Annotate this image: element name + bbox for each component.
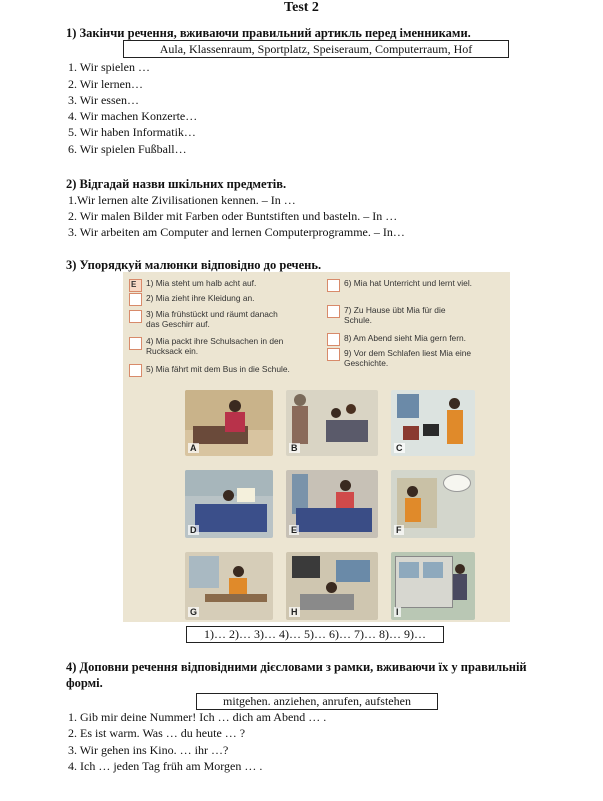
task3-sentence-7: 7) Zu Hause übt Mia für die Schule. [344,305,446,325]
picture-e [286,470,378,538]
checkbox-9 [327,348,340,361]
checkbox-7 [327,305,340,318]
picture-i [391,552,475,620]
task1-item-6: 6. Wir spielen Fußball… [68,142,187,156]
task3-sentence-5: 5) Mia fährt mit dem Bus in die Schule. [146,364,290,374]
picture-d [185,470,273,538]
picture-g [185,552,273,620]
picture-b [286,390,378,456]
task3-sentence-6: 6) Mia hat Unterricht und lernt viel. [344,278,473,288]
picture-d-label: D [190,525,197,535]
task1-item-1: 1. Wir spielen … [68,60,150,74]
task3-sentence-1: 1) Mia steht um halb acht auf. [146,278,257,288]
task3-sentence-9: 9) Vor dem Schlafen liest Mia eine Geschichte. [344,348,472,368]
checkbox-4 [129,337,142,350]
checkbox-1-answer: E [131,280,137,289]
picture-a [185,390,273,456]
task2-item-3: 3. Wir arbeiten am Computer and lernen Computerprogramme. – In… [68,225,405,239]
task2-heading: 2) Відгадай назви шкільних предметів. [66,177,287,191]
task1-heading: 1) Закінчи речення, вживаючи правильний артикль перед іменниками. [66,26,471,40]
task3-answer-line: 1)… 2)… 3)… 4)… 5)… 6)… 7)… 8)… 9)… [186,626,444,643]
checkbox-5 [129,364,142,377]
task4-heading-line1: 4) Доповни речення відповідними дієсловами з рамки, вживаючи їх у правильній [66,660,527,674]
task3-sentence-8: 8) Am Abend sieht Mia gern fern. [344,333,466,343]
checkbox-3 [129,310,142,323]
task3-photo [123,272,510,622]
task4-item-3: 3. Wir gehen ins Kino. … ihr …? [68,743,229,757]
task3-sentence-2: 2) Mia zieht ihre Kleidung an. [146,293,255,303]
picture-f-label: F [396,525,402,535]
picture-a-label: A [190,443,197,453]
task3-heading: 3) Упорядкуй малюнки відповідно до речень. [66,258,322,272]
picture-c [391,390,475,456]
picture-i-label: I [396,607,399,617]
task4-item-1: 1. Gib mir deine Nummer! Ich … dich am Abend … . [68,710,327,724]
task3-sentence-3: 3) Mia frühstückt und räumt danach das Geschirr auf. [146,309,278,329]
picture-h-label: H [291,607,298,617]
task2-item-1: 1.Wir lernen alte Zivilisationen kennen. – In … [68,193,296,207]
task4-item-2: 2. Es ist warm. Was … du heute … ? [68,726,246,740]
checkbox-2 [129,293,142,306]
task1-item-3: 3. Wir essen… [68,93,139,107]
picture-g-label: G [190,607,198,617]
picture-b-label: B [291,443,298,453]
task2-item-2: 2. Wir malen Bilder mit Farben oder Buntstiften und basteln. – In … [68,209,398,223]
task4-item-4: 4. Ich … jeden Tag früh am Morgen … . [68,759,263,773]
task4-word-box: mitgehen. anziehen, anrufen, aufstehen [196,693,438,710]
picture-f [391,470,475,538]
task4-heading-line2: формі. [66,676,103,690]
task1-item-2: 2. Wir lernen… [68,77,143,91]
picture-h [286,552,378,620]
checkbox-6 [327,279,340,292]
task1-item-5: 5. Wir haben Informatik… [68,125,196,139]
picture-e-label: E [291,525,298,535]
checkbox-8 [327,333,340,346]
task3-sentence-4: 4) Mia packt ihre Schulsachen in den Rucksack ein. [146,336,284,356]
page-title: Test 2 [284,0,319,15]
task1-word-box: Aula, Klassenraum, Sportplatz, Speiseraum, Computerraum, Hof [123,40,509,58]
picture-c-label: C [396,443,403,453]
task1-item-4: 4. Wir machen Konzerte… [68,109,198,123]
